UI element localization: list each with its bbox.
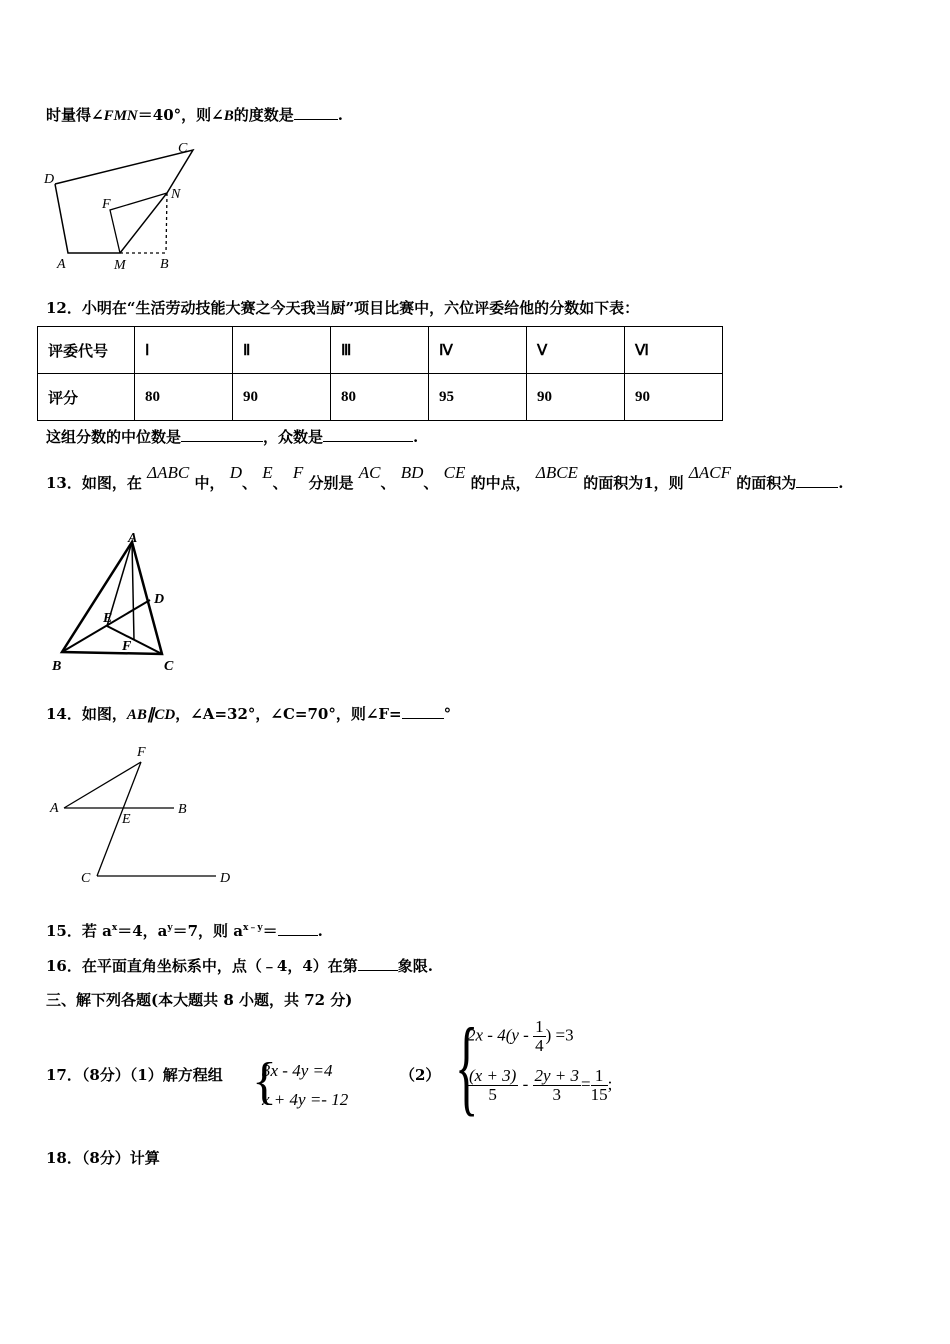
table-cell: Ⅲ xyxy=(331,327,429,374)
fraction xyxy=(467,1067,518,1104)
table-cell: 95 xyxy=(429,374,527,421)
fraction xyxy=(533,1018,546,1055)
q11-text xyxy=(46,104,343,125)
q13-segment-ac: AC xyxy=(358,463,381,482)
q13-segment-ce: CE xyxy=(443,463,466,482)
answer-blank xyxy=(358,956,398,971)
q15-part: ＝7，则 a xyxy=(172,922,243,940)
table-cell: 90 xyxy=(233,374,331,421)
q15-text xyxy=(46,920,323,941)
fraction xyxy=(533,1067,582,1104)
fraction-denominator: 5 xyxy=(488,1085,497,1104)
fig11-label-d: D xyxy=(44,172,55,187)
section-heading: 三、解下列各题(本大题共 8 小题，共 72 分) xyxy=(46,991,353,1009)
q13-part: 、 xyxy=(380,474,396,492)
fig13-segment-af xyxy=(132,542,134,640)
fig11-dashed-nb xyxy=(166,193,167,253)
figure-q11 xyxy=(40,138,200,273)
brace-icon: { xyxy=(252,1053,277,1110)
q11-angle-b: B xyxy=(223,108,234,124)
q13-part: 分别是 xyxy=(308,474,354,492)
table-cell: Ⅰ xyxy=(135,327,233,374)
q11-part: ＝40°，则∠ xyxy=(137,106,224,124)
fig14-label-b: B xyxy=(178,802,187,817)
q15-part: ＝ xyxy=(262,922,278,940)
fig11-label-m: M xyxy=(114,258,126,273)
q13-part: 、 xyxy=(272,474,288,492)
fraction-numerator: (x + 3) xyxy=(469,1066,517,1085)
q13-point-e: E xyxy=(262,463,273,482)
fig14-label-f: F xyxy=(137,745,146,760)
fig14-label-a: A xyxy=(50,801,59,816)
fraction-numerator: 1 xyxy=(535,1017,544,1036)
q11-part: . xyxy=(337,106,343,124)
brace-icon: { xyxy=(455,1007,479,1126)
fraction-denominator: 4 xyxy=(535,1036,544,1055)
fig11-label-a: A xyxy=(57,257,66,272)
fig13-label-c: C xyxy=(164,659,174,674)
q13-part: . xyxy=(838,474,844,492)
fig14-segment-fc xyxy=(97,762,141,876)
table-cell: Ⅵ xyxy=(625,327,723,374)
q15-part: ＝4，a xyxy=(117,922,168,940)
q13-part: 13．如图，在 xyxy=(46,474,142,492)
fig14-label-d: D xyxy=(220,871,231,886)
q14-part: 14．如图， xyxy=(46,705,127,723)
q16-part: 象限. xyxy=(397,957,433,975)
q13-part: 、 xyxy=(241,474,257,492)
answer-blank xyxy=(796,473,838,488)
q15-exponent: x xyxy=(111,923,118,933)
table-cell: 90 xyxy=(625,374,723,421)
table-cell: 90 xyxy=(527,374,625,421)
q13-part: 的面积为 xyxy=(736,474,797,492)
table-cell: 80 xyxy=(331,374,429,421)
answer-blank xyxy=(181,427,263,442)
fig14-label-c: C xyxy=(81,871,91,886)
fig13-triangle xyxy=(62,542,165,654)
fraction-denominator: 3 xyxy=(552,1085,562,1104)
table-header-cell: 评委代号 xyxy=(38,327,135,374)
fig11-label-c: C xyxy=(178,141,188,156)
q12-followup xyxy=(46,426,418,447)
fraction xyxy=(591,1067,608,1104)
table-row xyxy=(38,374,723,421)
fig11-fold xyxy=(110,193,167,253)
q11-angle-fmn: FMN xyxy=(103,108,138,124)
answer-blank xyxy=(323,427,413,442)
table-cell: Ⅱ xyxy=(233,327,331,374)
q13-triangle-acf: ΔACF xyxy=(688,463,731,482)
answer-blank xyxy=(278,921,318,936)
fig13-segment-bd xyxy=(62,600,150,652)
q17-part: 2x - 4(y - xyxy=(467,1025,534,1045)
q13-part: 、 xyxy=(423,474,439,492)
q17-part: - xyxy=(522,1074,529,1094)
q15-exponent: y xyxy=(167,923,173,933)
figure-q13 xyxy=(48,530,188,680)
q11-part: 时量得∠ xyxy=(46,106,104,124)
fig11-label-f: F xyxy=(102,197,111,212)
q13-point-f: F xyxy=(292,463,304,482)
q15-part: 15．若 a xyxy=(46,922,112,940)
table-cell: Ⅳ xyxy=(429,327,527,374)
q14-parallel: AB∥CD xyxy=(126,707,176,723)
q15-part: . xyxy=(317,922,323,940)
fig14-segment-af xyxy=(64,762,141,808)
q17-label: 17．（8分）（1）解方程组 xyxy=(46,1066,223,1084)
q17-eq1 xyxy=(262,1061,332,1081)
q12-part: . xyxy=(413,428,419,446)
q13-point-d: D xyxy=(229,463,242,482)
q13-part: 的中点， xyxy=(470,474,531,492)
fig11-label-n: N xyxy=(171,187,181,202)
table-cell: Ⅴ xyxy=(527,327,625,374)
q13-part: 的面积为1，则 xyxy=(583,474,684,492)
score-table xyxy=(37,326,723,421)
fig13-label-a: A xyxy=(128,531,138,546)
fig11-label-b: B xyxy=(160,257,169,272)
q18-text: 18．（8分）计算 xyxy=(46,1149,160,1167)
q17-equation: 3x - 4y =4 xyxy=(262,1061,333,1080)
q17-equation: x + 4y =- 12 xyxy=(262,1090,349,1109)
q13-part: 中， xyxy=(194,474,225,492)
q17-part2-label: （2） xyxy=(400,1066,441,1084)
q11-part: 的度数是 xyxy=(233,106,294,124)
q14-part: ，∠A=32°，∠C=70°，则∠F= xyxy=(175,705,402,723)
fraction-denominator: 15 xyxy=(590,1085,608,1104)
q17-part: = xyxy=(581,1074,591,1094)
fig13-label-d: D xyxy=(154,592,165,607)
fig13-label-e: E xyxy=(103,611,113,626)
fraction-numerator: 2y + 3 xyxy=(534,1066,580,1085)
q16-part: 16．在平面直角坐标系中，点（﹣4，4）在第 xyxy=(46,957,358,975)
q13-triangle-abc: ΔABC xyxy=(147,463,190,482)
answer-blank xyxy=(294,105,338,120)
fraction-numerator: 1 xyxy=(591,1067,608,1086)
table-row xyxy=(38,327,723,374)
q16-text xyxy=(46,955,433,976)
fig13-label-f: F xyxy=(122,639,132,654)
q17-system2-eq1 xyxy=(467,1018,574,1055)
q14-text xyxy=(46,703,451,724)
fig13-label-b: B xyxy=(52,659,62,674)
q12-part: ，众数是 xyxy=(263,428,324,446)
q17-eq2 xyxy=(262,1090,348,1110)
fig14-label-e: E xyxy=(122,812,131,827)
q17-part: ; xyxy=(607,1074,613,1094)
answer-blank xyxy=(402,704,444,719)
table-header-cell: 评分 xyxy=(38,374,135,421)
q12-part: 这组分数的中位数是 xyxy=(46,428,182,446)
q17-system2-eq2 xyxy=(467,1067,612,1104)
q17-part: ) =3 xyxy=(545,1025,574,1045)
q14-part: ° xyxy=(443,705,452,723)
q13-text xyxy=(46,463,844,493)
q15-exponent: x﹣y xyxy=(243,923,263,933)
q12-intro: 12．小明在“生活劳动技能大赛之今天我当厨”项目比赛中，六位评委给他的分数如下表： xyxy=(46,299,640,317)
table-cell: 80 xyxy=(135,374,233,421)
figure-q14 xyxy=(46,742,246,892)
q13-segment-bd: BD xyxy=(400,463,424,482)
q13-triangle-bce: ΔBCE xyxy=(535,463,578,482)
